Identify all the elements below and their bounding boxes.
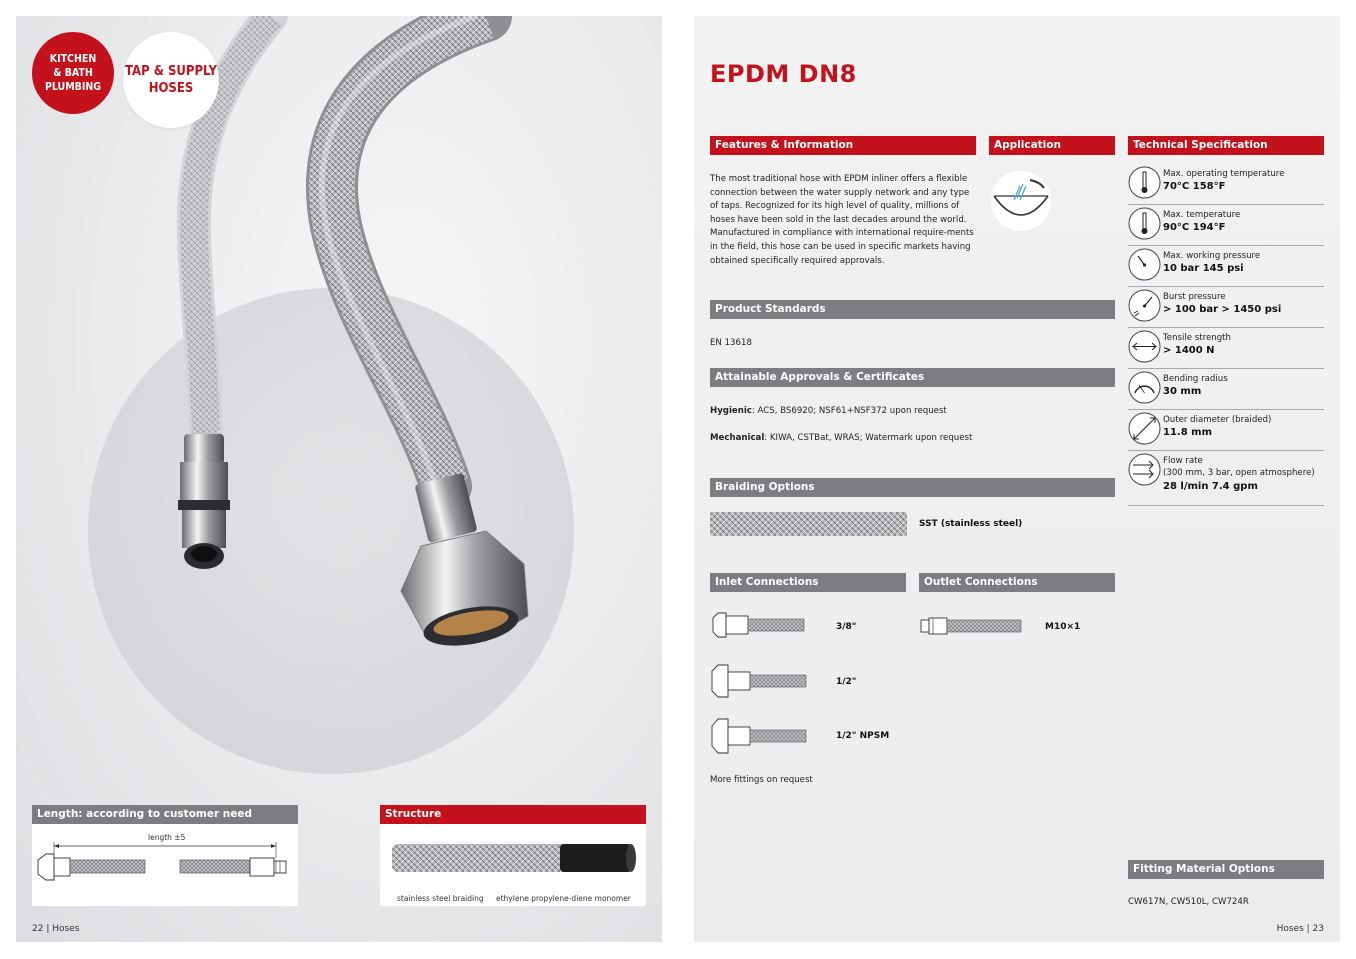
spec-label: Burst pressure [1163, 292, 1226, 302]
fitting-material-header: Fitting Material Options [1128, 860, 1324, 879]
inlet-connection-1: 3/8" [836, 622, 857, 632]
spec-value: > 1400 N [1163, 345, 1215, 356]
spec-row-flow-rate [1128, 451, 1324, 506]
structure-diagram-box [380, 824, 646, 906]
length-dimension-label: length ±5 [148, 833, 186, 842]
category-badge-tap-supply: TAP & SUPPLY HOSES [123, 32, 219, 128]
features-text: The most traditional hose with EPDM inliner offers a flexible connection between the water supply network and any type of taps. Recognized for its high level of quality, millions of hoses have been sold in the last decades around the world. Manufactured in compliance with international require-ments in the field, this hose can be used in specific markets having obtained specifically required approvals. [710, 174, 974, 266]
braiding-option-label: SST (stainless steel) [919, 519, 1023, 529]
spec-row-max-temperature [1128, 205, 1324, 246]
spec-row-working-pressure [1128, 246, 1324, 287]
inlet-fitting-drawing-3 [710, 716, 810, 756]
inlet-connections-header: Inlet Connections [710, 573, 906, 592]
spec-label: Max. operating temperature [1163, 169, 1285, 179]
hose-product-photo [16, 16, 662, 796]
spec-value: 90°C 194°F [1163, 222, 1226, 233]
structure-label-braiding: stainless steel braiding [397, 894, 484, 903]
mechanical-text: : KIWA, CSTBat, WRAS; Watermark upon request [764, 433, 973, 443]
burst-gauge-icon [1128, 289, 1161, 322]
spec-label: Max. working pressure [1163, 251, 1261, 261]
braiding-options-header: Braiding Options [710, 478, 1115, 497]
spec-value: 30 mm [1163, 386, 1202, 397]
product-standards-header: Product Standards [710, 300, 1115, 319]
spec-row-tensile-strength [1128, 328, 1324, 369]
left-page [16, 16, 662, 942]
spec-sub-label: (300 mm, 3 bar, open atmosphere) [1163, 468, 1315, 478]
outlet-connections-header: Outlet Connections [919, 573, 1115, 592]
bending-radius-icon [1128, 371, 1161, 404]
spec-label: Outer diameter (braided) [1163, 415, 1272, 425]
category-badge-kitchen: KITCHEN & BATH PLUMBING [32, 32, 114, 114]
product-standards-text: EN 13618 [710, 338, 752, 348]
product-title: EPDM DN8 [710, 60, 857, 88]
pressure-gauge-icon [1128, 248, 1161, 281]
spec-row-outer-diameter [1128, 410, 1324, 451]
diameter-icon [1128, 412, 1161, 445]
right-page [694, 16, 1340, 942]
spec-row-burst-pressure [1128, 287, 1324, 328]
inlet-connection-2: 1/2" [836, 677, 857, 687]
spec-label: Max. temperature [1163, 210, 1241, 220]
spec-value: 70°C 158°F [1163, 181, 1226, 192]
structure-header: Structure [380, 805, 646, 824]
inlet-connection-3: 1/2" NPSM [836, 731, 890, 741]
flow-rate-icon [1128, 453, 1161, 486]
spec-value: 28 l/min 7.4 gpm [1163, 481, 1258, 492]
hygienic-text: : ACS, BS6920; NSF61+NSF372 upon request [751, 406, 947, 416]
application-header: Application [989, 136, 1115, 155]
fitting-material-text: CW617N, CW510L, CW724R [1128, 897, 1249, 907]
inlet-fitting-drawing-1 [710, 610, 810, 640]
hose-structure-diagram [380, 824, 646, 884]
length-header: Length: according to customer need [32, 805, 298, 824]
approvals-header: Attainable Approvals & Certificates [710, 368, 1115, 387]
mechanical-label: Mechanical [710, 433, 765, 443]
hygienic-label: Hygienic [710, 406, 752, 416]
spec-label: Tensile strength [1163, 333, 1231, 343]
spec-row-bending-radius [1128, 369, 1324, 410]
spec-value: 11.8 mm [1163, 427, 1212, 438]
spec-row-operating-temperature [1128, 164, 1324, 205]
spec-label: Bending radius [1163, 374, 1228, 384]
length-diagram-box [32, 824, 298, 906]
page-number-right: Hoses | 23 [1276, 924, 1324, 934]
outlet-connection-1: M10×1 [1045, 622, 1081, 632]
spec-value: 10 bar 145 psi [1163, 263, 1244, 274]
inlet-fitting-drawing-2 [710, 662, 810, 700]
page-number-left: 22 | Hoses [32, 924, 80, 934]
outlet-fitting-drawing-1 [919, 614, 1024, 638]
approvals-hygienic [710, 406, 947, 416]
tensile-arrows-icon [1128, 330, 1161, 363]
more-fittings-note: More fittings on request [710, 775, 813, 785]
braiding-sample [710, 512, 907, 536]
thermometer-icon [1128, 166, 1161, 199]
spec-label: Flow rate [1163, 456, 1203, 466]
spec-value: > 100 bar > 1450 psi [1163, 304, 1282, 315]
technical-specification-header: Technical Specification [1128, 136, 1324, 155]
structure-label-epdm: ethylene propylene-diene monomer [496, 894, 631, 903]
features-header: Features & Information [710, 136, 976, 155]
sink-faucet-icon [990, 170, 1052, 232]
approvals-mechanical [710, 433, 972, 443]
thermometer-icon [1128, 207, 1161, 240]
